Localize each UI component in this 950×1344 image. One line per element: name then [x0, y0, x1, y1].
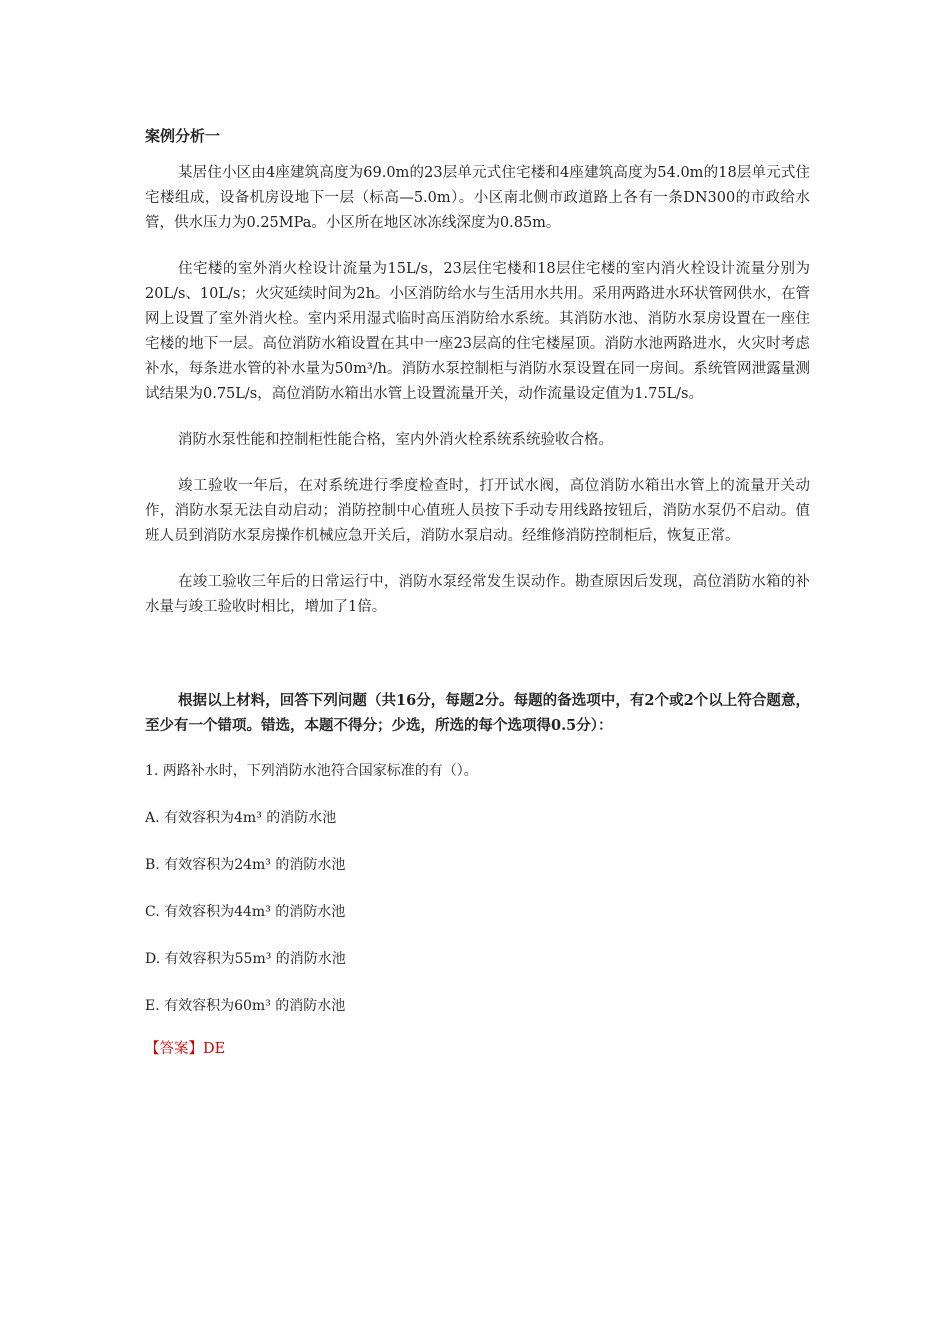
case-paragraph-5: 在竣工验收三年后的日常运行中，消防水泵经常发生误动作。勘查原因后发现，高位消防水箱的补水量与竣工验收时相比，增加了1倍。 — [145, 574, 810, 615]
answer-text: 【答案】DE — [145, 1041, 226, 1057]
spacer — [145, 641, 810, 688]
case-paragraph-2: 住宅楼的室外消火栓设计流量为15L/s，23层住宅楼和18层住宅楼的室内消火栓设计流量分别为20L/s、10L/s；火灾延续时间为2h。小区消防给水与生活用水共用。采用两路进水环状管网供水，在管网上设置了室外消火栓。室内采用湿式临时高压消防给水系统。其消防水池、消防水泵房设置在一座住宅楼的地下一层。高位消防水箱设置在其中一座23层高的住宅楼屋顶。消防水池两路进水，火灾时考虑补水，每条进水管的补水量为50m³/h。消防水泵控制柜与消防水泵设置在同一房间。系统管网泄露量测试结果为0.75L/s，高位消防水箱出水管上设置流量开关，动作流量设定值为1.75L/s。 — [145, 261, 810, 402]
case-paragraph-4: 竣工验收一年后，在对系统进行季度检查时，打开试水阀，高位消防水箱出水管上的流量开关动作，消防水泵无法自动启动；消防控制中心值班人员按下手动专用线路按钮后，消防水泵仍不启动。值班人员到消防水泵房操作机械应急开关后，消防水泵启动。经维修消防控制柜后，恢复正常。 — [145, 478, 810, 544]
option-e: E. 有效容积为60m³ 的消防水池 — [145, 998, 346, 1014]
case-paragraph-3: 消防水泵性能和控制柜性能合格，室内外消火栓系统系统验收合格。 — [178, 432, 613, 448]
option-d: D. 有效容积为55m³ 的消防水池 — [145, 951, 346, 967]
question-text: 1. 两路补水时，下列消防水池符合国家标准的有（）。 — [145, 763, 478, 779]
document-page — [145, 124, 810, 1061]
option-b: B. 有效容积为24m³ 的消防水池 — [145, 857, 346, 873]
section-title: 案例分析一 — [145, 127, 221, 145]
option-c: C. 有效容积为44m³ 的消防水池 — [145, 904, 346, 920]
case-paragraph-1: 某居住小区由4座建筑高度为69.0m的23层单元式住宅楼和4座建筑高度为54.0m的18层单元式住宅楼组成，设备机房设地下一层（标高—5.0m）。小区南北侧市政道路上各有一条DN300的市政给水管，供水压力为0.25MPa。小区所在地区冰冻线深度为0.85m。 — [145, 165, 810, 231]
option-a: A. 有效容积为4m³ 的消防水池 — [145, 810, 337, 826]
instruction-paragraph: 根据以上材料，回答下列问题（共16分，每题2分。每题的备选项中，有2个或2个以上符合题意，至少有一个错项。错选，本题不得分；少选，所选的每个选项得0.5分）： — [145, 692, 810, 734]
